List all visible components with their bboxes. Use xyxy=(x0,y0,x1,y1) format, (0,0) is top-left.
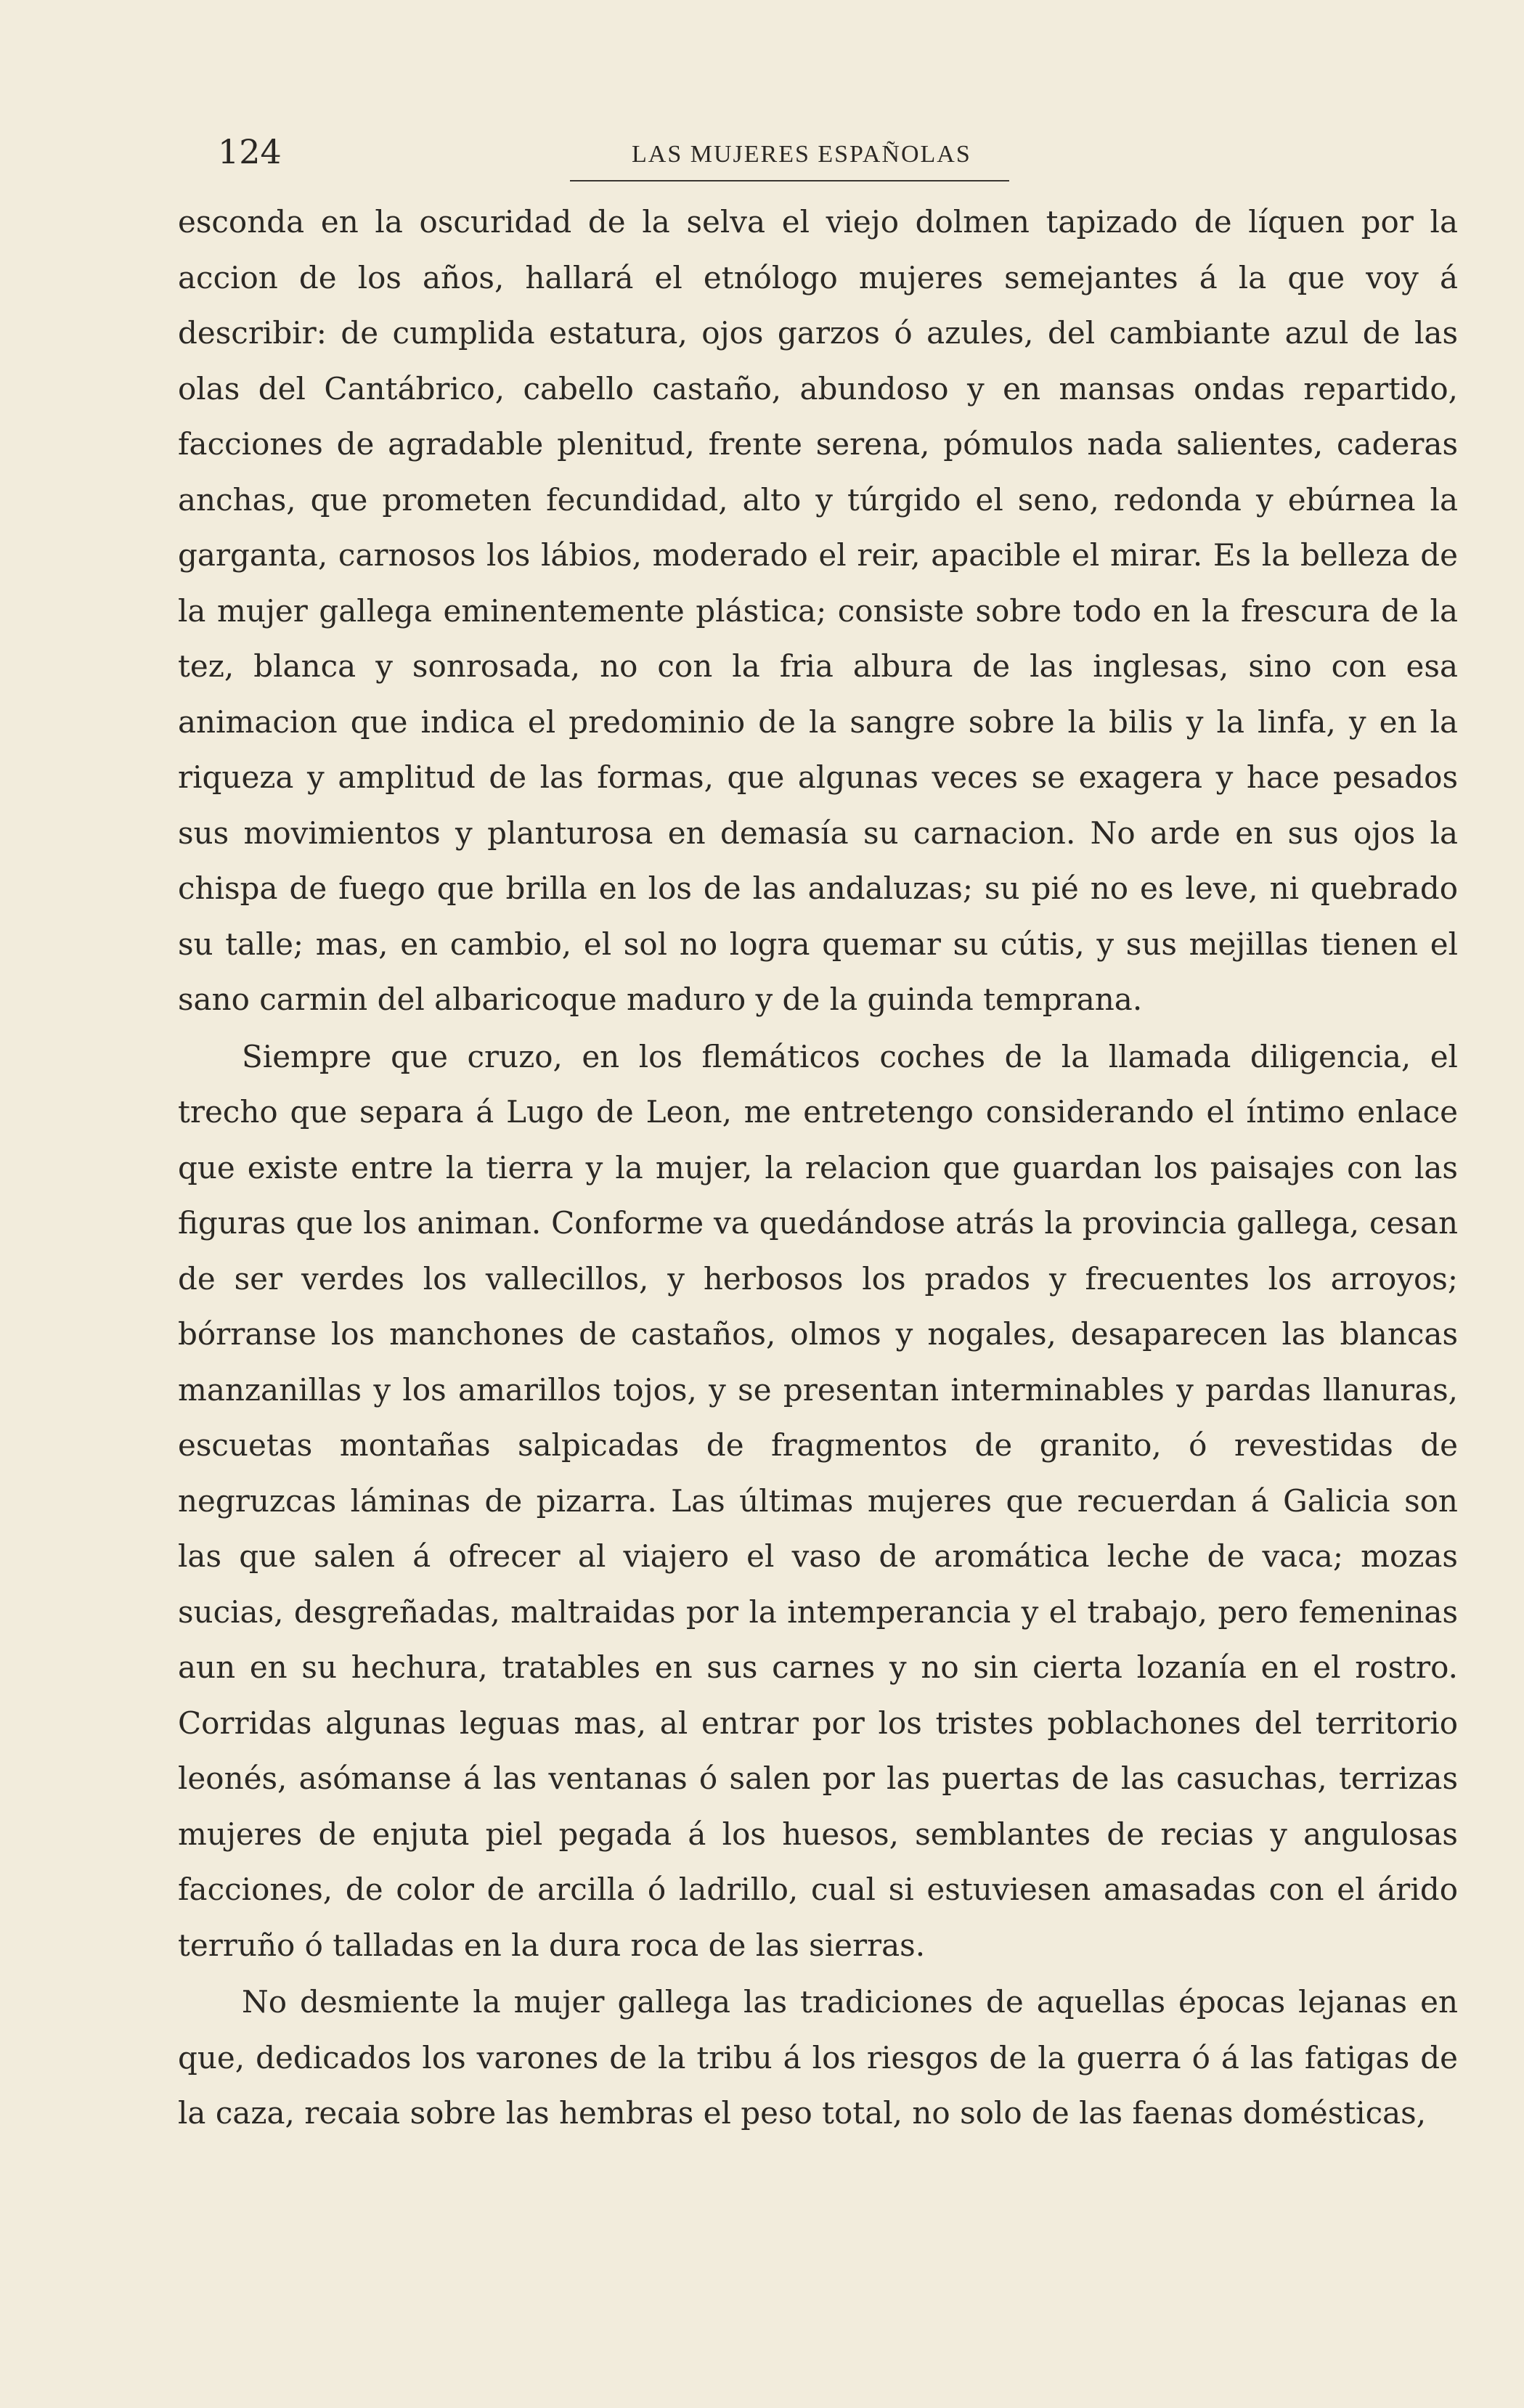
running-title: LAS MUJERES ESPAÑOLAS xyxy=(632,141,971,168)
paragraph: Siempre que cruzo, en los flemáticos coches de la llamada diligencia, el trecho que separa á Lugo de Leon, me entretengo considerando el íntimo enlace que existe entre la tierra y la mujer, la relacion que guardan los paisajes con las figuras que los animan. Conforme va quedándose atrás la provincia gallega, cesan de ser verdes los vallecillos, y herbosos los prados y frecuentes los arroyos; bórranse los manchones de castaños, olmos y nogales, desaparecen las blancas manzanillas y los amarillos tojos, y se presentan interminables y pardas llanuras, escuetas montañas salpicadas de fragmentos de granito, ó revestidas de negruzcas láminas de pizarra. Las últimas mujeres que recuerdan á Galicia son las que salen á ofrecer al viajero el vaso de aromática leche de vaca; mozas sucias, desgreñadas, maltraidas por la intemperancia y el trabajo, pero femeninas aun en su hechura, tratables en sus carnes y no sin cierta lozanía en el rostro. Corridas algunas leguas mas, al entrar por los tristes poblachones del territorio leonés, asómanse á las ventanas ó salen por las puertas de las casuchas, terrizas mujeres de enjuta piel pegada á los huesos, semblantes de recias y angulosas facciones, de color de arcilla ó ladrillo, cual si estuviesen amasadas con el árido terruño ó talladas en la dura roca de las sierras. xyxy=(178,1038,1458,1963)
paragraph: esconda en la oscuridad de la selva el viejo dolmen tapizado de líquen por la accion de los años, hallará el etnólogo mujeres semejantes á la que voy á describir: de cumplida estatura, ojos garzos ó azules, del cambiante azul de las olas del Cantábrico, cabello castaño, abundoso y en mansas ondas repartido, facciones de agradable plenitud, frente serena, pómulos nada salientes, caderas anchas, que prometen fecundidad, alto y túrgido el seno, redonda y ebúrnea la garganta, carnosos los lábios, moderado el reir, apacible el mirar. Es la belleza de la mujer gallega eminentemente plástica; consiste sobre todo en la frescura de la tez, blanca y sonrosada, no con la fria albura de las inglesas, sino con esa animacion que indica el predominio de la sangre sobre la bilis y la linfa, y en la riqueza y amplitud de las formas, que algunas veces se exagera y hace pesados sus movimientos y planturosa en demasía su carnacion. No arde en sus ojos la chispa de fuego que brilla en los de las andaluzas; su pié no es leve, ni quebrado su talle; mas, en cambio, el sol no logra quemar su cútis, y sus mejillas tienen el sano carmin del albaricoque maduro y de la guinda temprana. xyxy=(178,204,1458,1017)
page-number: 124 xyxy=(218,132,282,171)
header-rule xyxy=(570,180,1009,181)
page-header xyxy=(218,132,1458,183)
body-text xyxy=(178,195,1458,2142)
paragraph: No desmiente la mujer gallega las tradiciones de aquellas épocas lejanas en que, dedicados los varones de la tribu á los riesgos de la guerra ó á las fatigas de la caza, recaia sobre las hembras el peso total, no solo de las faenas domésticas, xyxy=(178,1984,1458,2131)
